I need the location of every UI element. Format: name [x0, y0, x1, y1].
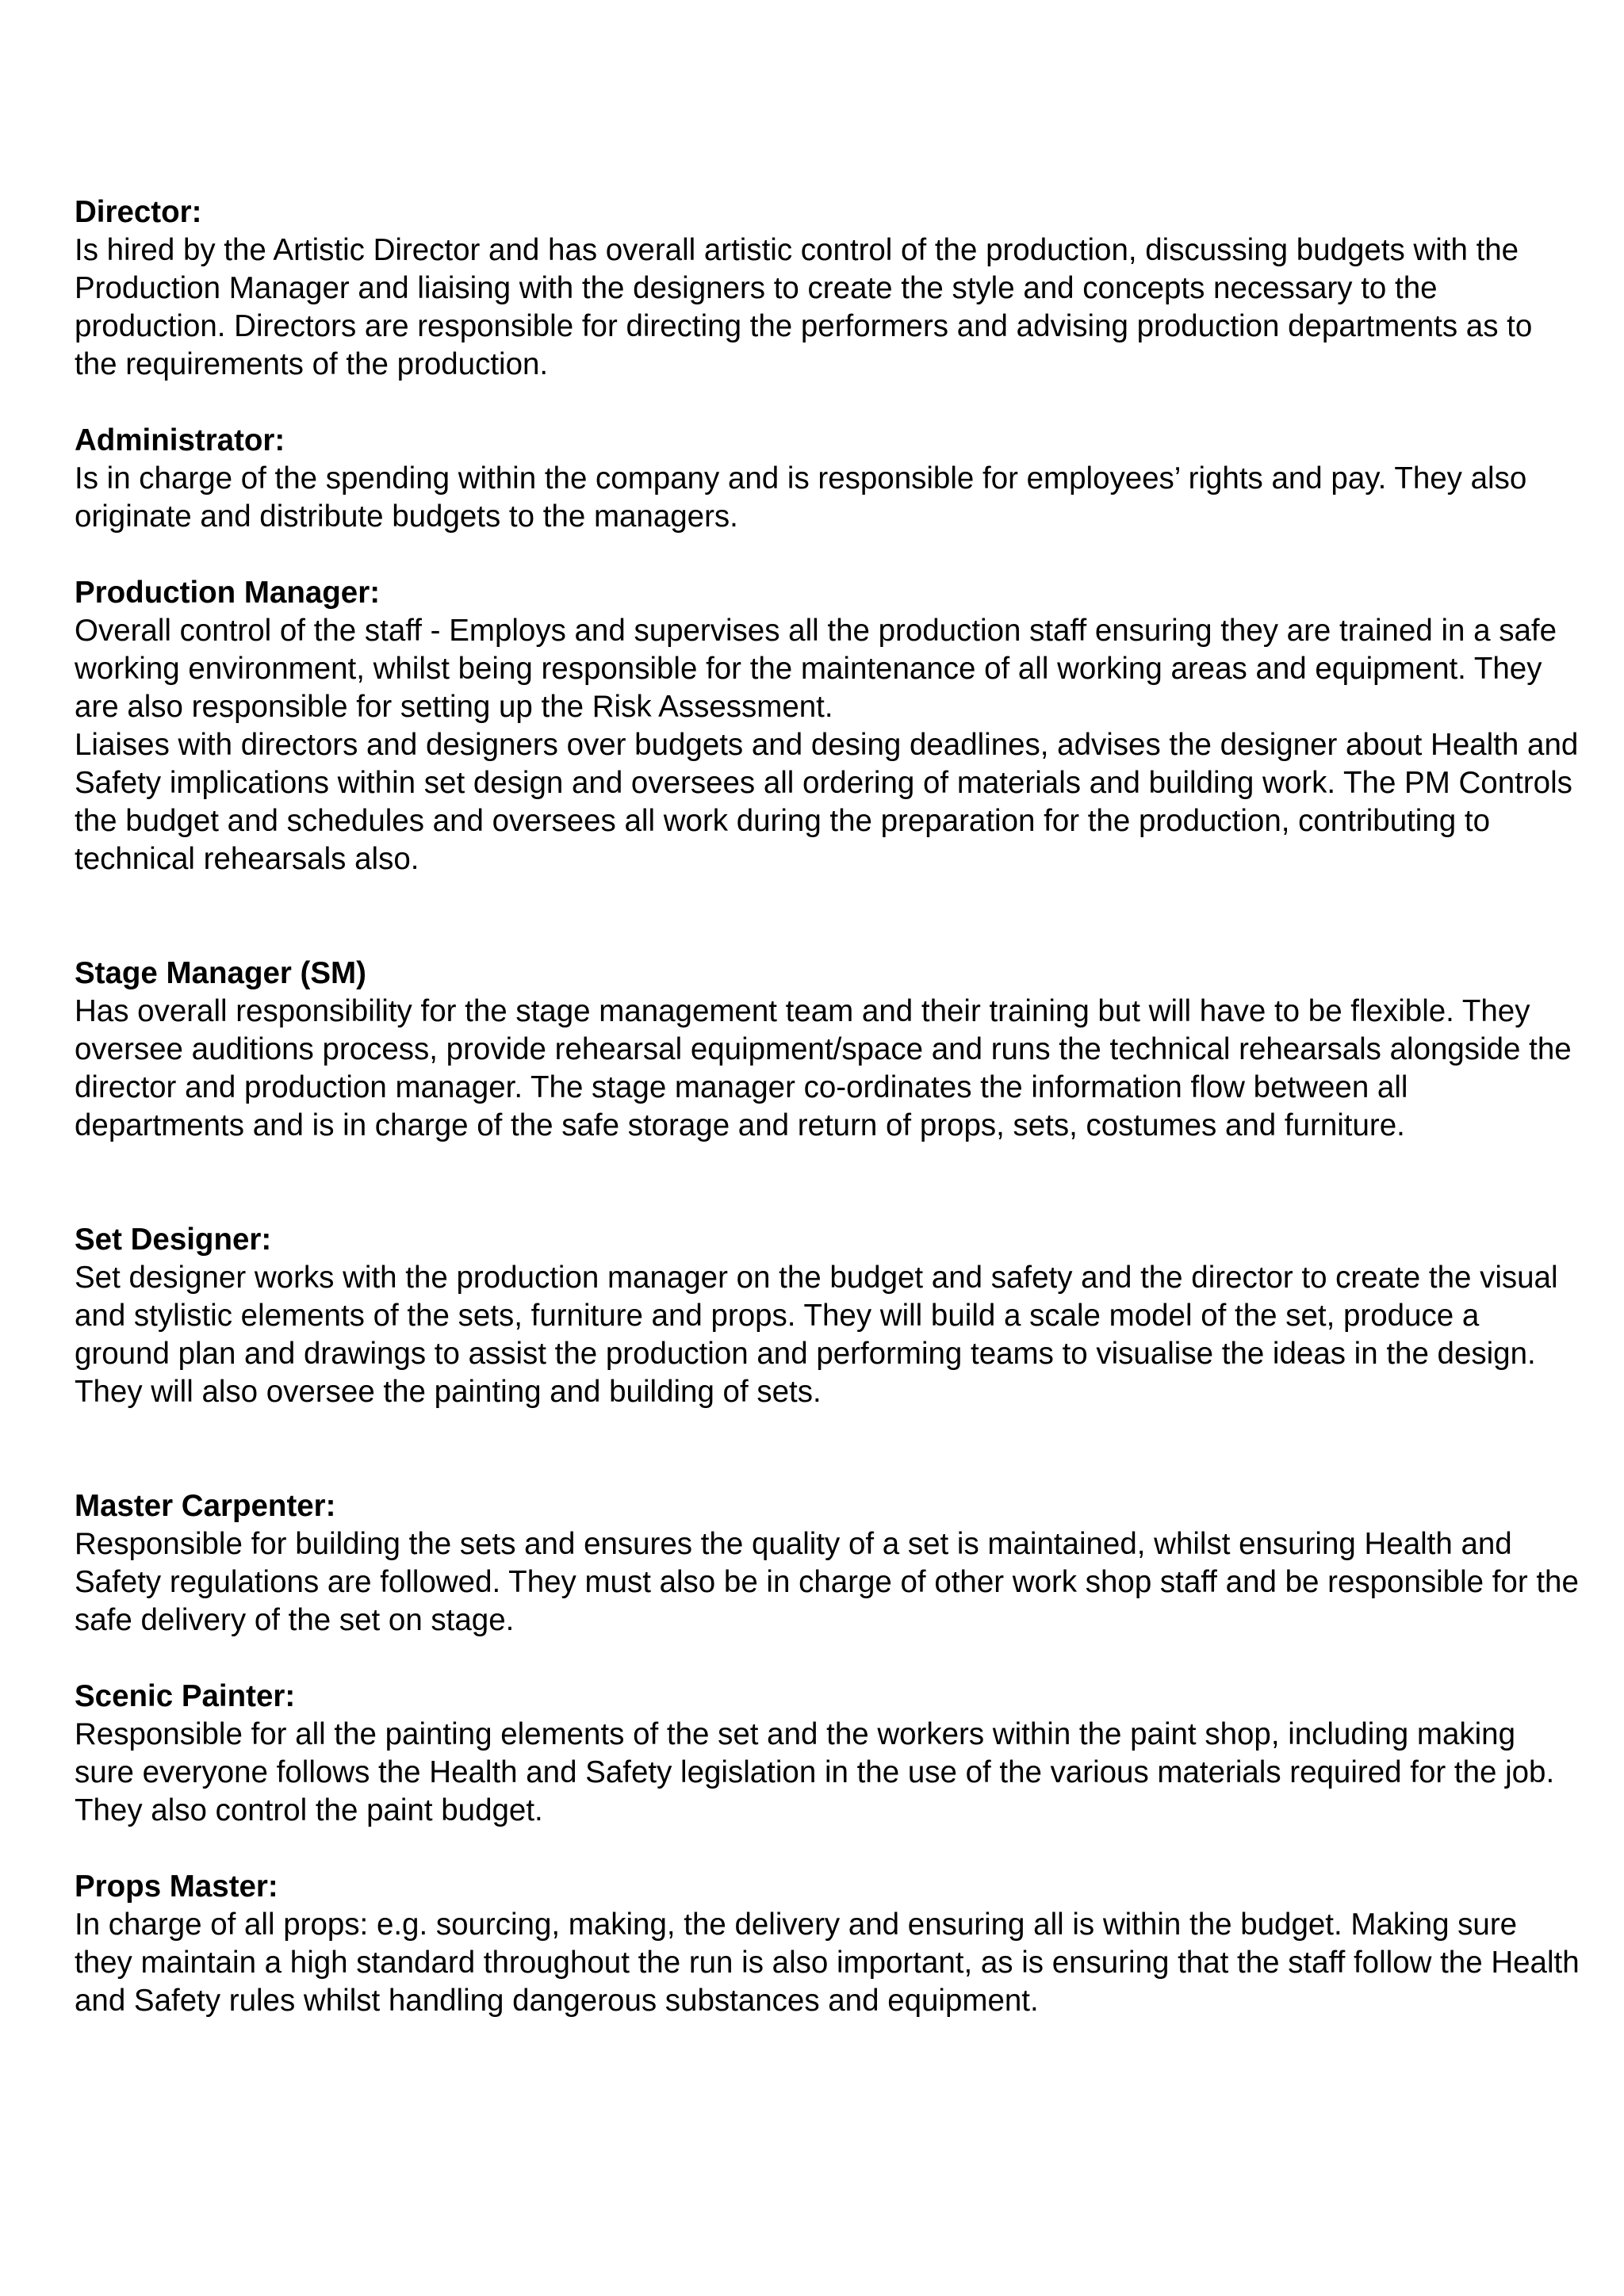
section-paragraph: Is hired by the Artistic Director and has overall artistic control of the production, discussing budgets with the Production Manager and liaising with the designers to create the style and concepts necessary to the production. Directors are responsible for directing the performers and advising production departments as to the requirements of the production. — [75, 233, 1533, 381]
section-director — [75, 193, 1581, 384]
section-spacer — [75, 1145, 1581, 1221]
section-spacer — [75, 1640, 1581, 1678]
section-scenic-painter — [75, 1678, 1581, 1830]
section-spacer — [75, 1830, 1581, 1868]
section-heading: Administrator: — [75, 423, 285, 457]
section-spacer — [75, 384, 1581, 422]
section-paragraph: Overall control of the staff - Employs and supervises all the production staff ensuring they are trained in a safe working environment, whilst being responsible for the maintenance of all working areas and equipment. They are also responsible for setting up the Risk Assessment. — [75, 614, 1557, 724]
section-paragraph: Responsible for all the painting elements of the set and the workers within the paint shop, including making sure everyone follows the Health and Safety legislation in the use of the various materials required for the job. They also control the paint budget. — [75, 1717, 1555, 1827]
section-paragraph: Responsible for building the sets and ensures the quality of a set is maintained, whilst ensuring Health and Safety regulations are followed. They must also be in charge of other work shop staff and be responsible for the safe delivery of the set on stage. — [75, 1527, 1579, 1637]
section-spacer — [75, 536, 1581, 574]
section-props-master — [75, 1868, 1581, 2020]
section-set-designer — [75, 1221, 1581, 1411]
section-heading: Stage Manager (SM) — [75, 956, 366, 990]
section-administrator — [75, 422, 1581, 536]
section-heading: Production Manager: — [75, 576, 381, 610]
section-heading: Director: — [75, 195, 202, 229]
section-spacer — [75, 1411, 1581, 1487]
section-paragraph: Is in charge of the spending within the company and is responsible for employees’ rights and pay. They also originate and distribute budgets to the managers. — [75, 461, 1527, 534]
section-paragraph: Set designer works with the production manager on the budget and safety and the director to create the visual and stylistic elements of the sets, furniture and props. They will build a scale model of the set, produce a ground plan and drawings to assist the production and performing teams to visualise the ideas in the design. They will also oversee the painting and building of sets. — [75, 1261, 1558, 1409]
section-paragraph: Has overall responsibility for the stage management team and their training but will have to be flexible. They oversee auditions process, provide rehearsal equipment/space and runs the technical rehearsals alongside the director and production manager. The stage manager co-ordinates the information flow between all departments and is in charge of the safe storage and return of props, sets, costumes and furniture. — [75, 994, 1572, 1142]
section-heading: Master Carpenter: — [75, 1489, 336, 1523]
section-paragraph: In charge of all props: e.g. sourcing, making, the delivery and ensuring all is within the budget. Making sure they maintain a high standard throughout the run is also important, as is ensuring that the staff follow the Health and Safety rules whilst handling dangerous substances and equipment. — [75, 1908, 1580, 2018]
section-paragraph: Liaises with directors and designers over budgets and desing deadlines, advises the designer about Health and Safety implications within set design and oversees all ordering of materials and building work. The PM Controls the budget and schedules and oversees all work during the preparation for the production, contributing to technical rehearsals also. — [75, 728, 1579, 876]
section-heading: Scenic Painter: — [75, 1679, 296, 1713]
section-stage-manager — [75, 955, 1581, 1145]
section-production-manager — [75, 574, 1581, 878]
section-spacer — [75, 878, 1581, 955]
document-page — [75, 193, 1581, 2020]
section-heading: Set Designer: — [75, 1223, 272, 1257]
section-master-carpenter — [75, 1487, 1581, 1640]
section-heading: Props Master: — [75, 1869, 278, 1904]
